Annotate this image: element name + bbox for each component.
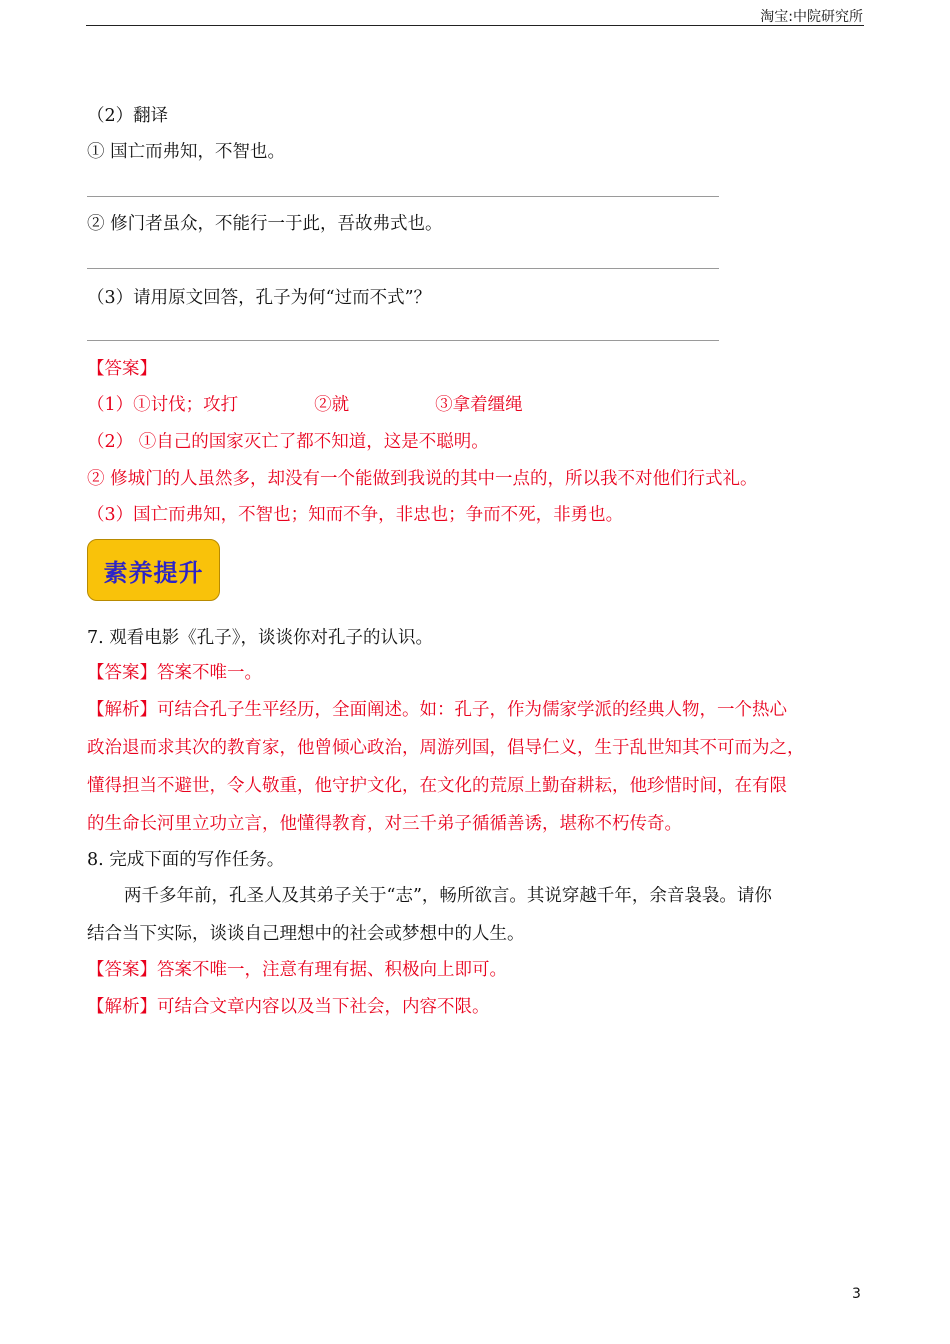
q7-question: 7. 观看电影《孔子》，谈谈你对孔子的认识。 [87, 628, 434, 648]
answer-blank-line [87, 268, 719, 269]
q8-question: 8. 完成下面的写作任务。 [87, 850, 285, 870]
answer-1-part-1: （1）①讨伐；攻打 [87, 395, 239, 415]
q2-title: （2）翻译 [87, 106, 169, 126]
q8-prompt-line-1: 两千多年前，孔圣人及其弟子关于“志”，畅所欲言。其说穿越千年，余音袅袅。请你 [124, 886, 772, 906]
answer-1-part-3: ③拿着缰绳 [435, 395, 523, 415]
section-badge [87, 539, 220, 601]
q8-answer: 【答案】答案不唯一，注意有理有据、积极向上即可。 [87, 960, 507, 980]
header-divider [86, 25, 864, 26]
q7-analysis-line: 懂得担当不避世，令人敬重，他守护文化，在文化的荒原上勤奋耕耘，他珍惜时间，在有限 [87, 776, 787, 796]
page-number: 3 [852, 1286, 861, 1302]
answer-1-part-2: ②就 [314, 395, 350, 415]
q8-analysis: 【解析】可结合文章内容以及当下社会，内容不限。 [87, 997, 490, 1017]
q8-prompt-line-2: 结合当下实际，谈谈自己理想中的社会或梦想中的人生。 [87, 924, 525, 944]
q7-analysis-line: 【解析】可结合孔子生平经历，全面阐述。如：孔子，作为儒家学派的经典人物，一个热心 [87, 700, 787, 720]
q2-item-2: ② 修门者虽众，不能行一于此，吾故弗式也。 [87, 214, 443, 234]
q7-analysis-line: 的生命长河里立功立言，他懂得教育，对三千弟子循循善诱，堪称不朽传奇。 [87, 814, 682, 834]
section-badge-label: 素养提升 [103, 558, 204, 587]
answer-2-line-1: （2） ①自己的国家灭亡了都不知道，这是不聪明。 [87, 432, 489, 452]
answer-blank-line [87, 340, 719, 341]
header-text: 淘宝:中院研究所 [760, 9, 863, 25]
answer-1 [87, 393, 523, 417]
answer-2-line-2: ② 修城门的人虽然多，却没有一个能做到我说的其中一点的，所以我不对他们行式礼。 [87, 469, 758, 489]
q7-analysis-line: 政治退而求其次的教育家，他曾倾心政治，周游列国，倡导仁义，生于乱世知其不可而为之， [87, 738, 805, 758]
answer-label: 【答案】 [87, 359, 157, 379]
answer-blank-line [87, 196, 719, 197]
q3-title: （3）请用原文回答，孔子为何“过而不式”？ [87, 288, 432, 308]
q2-item-1: ① 国亡而弗知，不智也。 [87, 142, 286, 162]
q7-answer: 【答案】答案不唯一。 [87, 663, 262, 683]
answer-3: （3）国亡而弗知，不智也；知而不争，非忠也；争而不死，非勇也。 [87, 505, 624, 525]
